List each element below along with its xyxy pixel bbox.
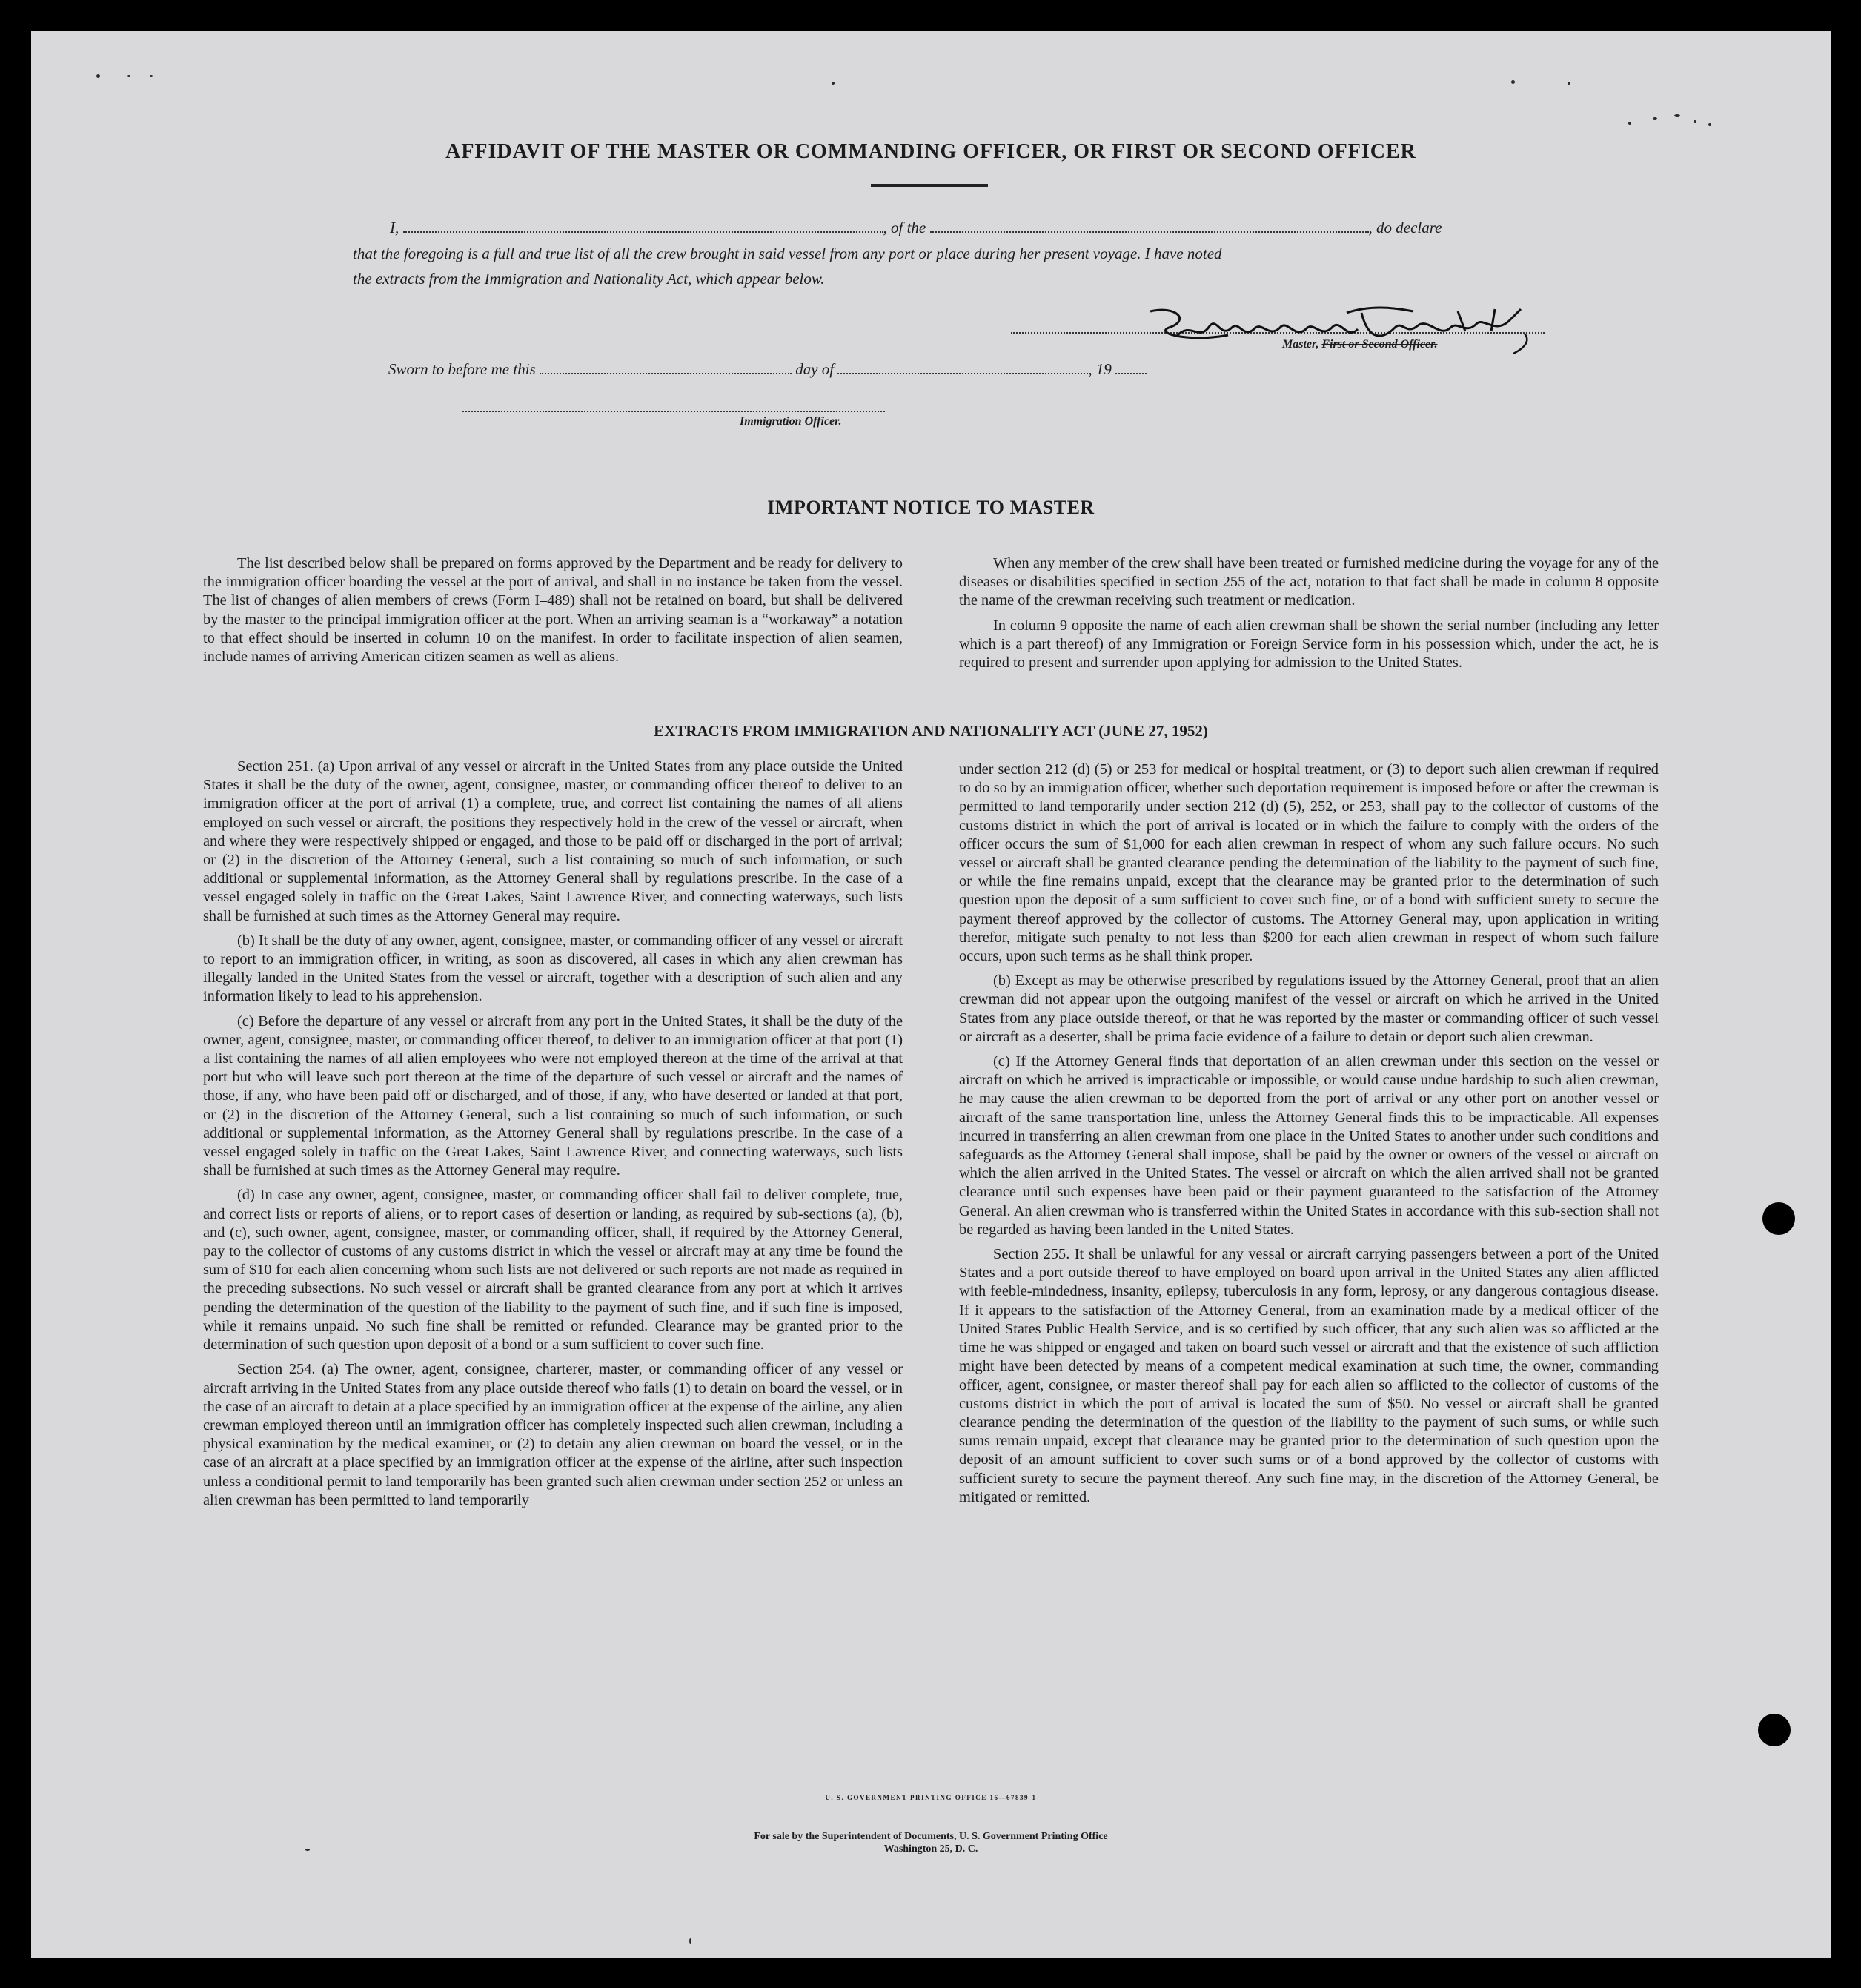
punch-hole [1758, 1714, 1791, 1746]
immigration-officer-caption: Immigration Officer. [740, 415, 842, 428]
punch-hole [1762, 1202, 1795, 1235]
scan-speck [832, 82, 835, 85]
year-label: , 19 [1088, 360, 1112, 378]
struck-officer-caption: First or Second Officer. [1321, 338, 1438, 351]
scan-speck [127, 75, 130, 77]
scan-speck [150, 75, 153, 77]
statute-paragraph: Section 254. (a) The owner, agent, consignee, charterer, master, or commanding officer of any vessel or aircraft arriving in the United States from any place outside thereof who fails (1) to detain on board the vessel, or in the case of an aircraft to detain at a place specified by an immigration officer at the expense of the airline, any alien crewman employed thereon until an immigration officer has completely inspected such alien crewman, including a physical examination by the medical examiner, or (2) to detain any alien crewman on board the vessel, or in the case of an aircraft at a place specified by an immigration officer at the expense of the airline, after such inspection unless a conditional permit to land temporarily has been granted such alien crewman under section 252 or unless an alien crewman has been permitted to land temporarily [203, 1361, 903, 1508]
sworn-month-field[interactable] [837, 372, 1088, 374]
notice-paragraph: In column 9 opposite the name of each alien crewman shall be shown the serial number (including any letter which is a part thereof) of any Immigration or Foreign Service form in his possession which, under the act, he is required to present and surrender upon applying for admission to the United States. [959, 617, 1659, 672]
handwritten-signature [1147, 298, 1547, 365]
notice-paragraph: The list described below shall be prepared on forms approved by the Department and be ready for delivery to the immigration officer boarding the vessel at the port of arrival, and shall in no instance be taken from the vessel. The list of changes of alien members of crews (Form I–489) shall not be retained on board, but shall be delivered by the master to the principal immigration officer at the port. When an arriving seaman is a “workaway” a notation to that effect should be inserted in column 10 on the manifest. In order to facilitate inspection of alien seamen, include names of arriving American citizen seamen as well as aliens. [203, 555, 903, 666]
sale-line-1: For sale by the Superintendent of Documents, U. S. Government Printing Office [754, 1831, 1108, 1842]
sale-line-2: Washington 25, D. C. [883, 1843, 978, 1855]
declaration-line [390, 219, 1442, 237]
statute-paragraph: under section 212 (d) (5) or 253 for medical or hospital treatment, or (3) to deport such alien crewman if required to do so by an immigration officer, whether such deportation requirement is imposed before or after the crewman is permitted to land temporarily under section 212 (d) (5), 252, or 253, shall pay to the collector of customs of the customs district in which the port of arrival is located or in which the failure to comply with the orders of the officer occurs the sum of $1,000 for each alien crewman in respect of whom any such failure occurs. No such vessel or aircraft shall be granted clearance pending the determination of the liability to the payment of such fine, or while the fine remains unpaid, except that the clearance may be granted prior to the determination of such question upon the deposit of a sum sufficient to cover such fine, or of a bond with sufficient surety to secure the payment thereof approved by the collector of customs. The Attorney General may, upon application in writing therefor, mitigate such penalty to not less than $200 for each alien crewman in respect of whom such failure occurs, upon such terms as he shall think proper. [959, 761, 1659, 965]
vessel-name-field[interactable] [930, 231, 1369, 233]
scan-speck [1628, 122, 1631, 125]
scan-speck [689, 1938, 691, 1944]
signature-caption [1282, 338, 1438, 351]
sworn-year-field[interactable] [1115, 372, 1147, 374]
notice-heading: IMPORTANT NOTICE TO MASTER [767, 497, 1095, 518]
gpo-imprint: U. S. GOVERNMENT PRINTING OFFICE 16—67839-1 [825, 1794, 1037, 1801]
sale-notice [31, 1830, 1831, 1855]
declarant-name-field[interactable] [403, 231, 883, 233]
immigration-officer-signature-line[interactable] [462, 410, 885, 412]
scan-speck [96, 74, 100, 78]
statute-paragraph: (c) If the Attorney General finds that deportation of an alien crewman under this section on the vessel or aircraft on which he arrived is impracticable or impossible, or would cause undue hardship to such alien crewman, he may cause the alien crewman to be deported from the port of arrival or any other port on another vessel or aircraft of the same transportation line, unless the Attorney General finds this to be impracticable. All expenses incurred in transferring an alien crewman from one place in the United States to another under such conditions and safeguards as the Attorney General shall impose, shall be paid by the owner or owners of the vessel or aircraft on which the alien arrived in the United States. The vessel or aircraft on which the alien arrived shall not be granted clearance until such expenses have been paid or their payment guaranteed to the satisfaction of the Attorney General. An alien crewman who is transferred within the United States in accordance with this sub-section shall not be regarded as having been landed in the United States. [959, 1053, 1659, 1238]
of-the-label: , of the [883, 219, 926, 236]
sworn-label: Sworn to before me this [388, 360, 536, 378]
statute-paragraph: (b) It shall be the duty of any owner, agent, consignee, master, or commanding officer of any vessel or aircraft to report to an immigration officer, in writing, as soon as discovered, all cases in which any alien crewman has illegally landed in the United States from the vessel or aircraft, together with a description of such alien and any information likely to lead to his apprehension. [203, 932, 903, 1005]
title-underline [871, 184, 988, 187]
statute-paragraph: (b) Except as may be otherwise prescribed by regulations issued by the Attorney General, proof that an alien crewman did not appear upon the outgoing manifest of the vessel or aircraft on which he arrived in the United States from any place outside thereof, or that he was reported by the master or commanding officer of such vessel or aircraft as a deserter, shall be prima facie evidence of a failure to detain or deport such alien crewman. [959, 973, 1659, 1045]
declaration-line-2: that the foregoing is a full and true list of all the crew brought in said vessel from any port or place during her present voyage. I have noted [353, 245, 1222, 262]
form-page [31, 31, 1831, 1958]
statute-paragraph: Section 255. It shall be unlawful for any vessal or aircraft carrying passengers between a port of the United States and a port outside thereof to have employed on board upon arrival in the United States any alien afflicted with feeble-mindedness, insanity, epilepsy, tuberculosis in any form, leprosy, or any dangerous contagious disease. If it appears to the satisfaction of the Attorney General, from an examination made by a medical officer of the United States Public Health Service, and is so certified by such officer, that any such alien was so afflicted at the time he was shipped or engaged and taken on board such vessel or aircraft and that the existence of such affliction might have been detected by means of a competent medical examination at such time, the owner, commanding officer, agent, consignee, or master thereof shall pay for each alien so afflicted to the collector of customs of the customs district in which the port of arrival is located the sum of $50. No vessel or aircraft shall be granted clearance pending the determination of the question of the liability to the payment of such sums, or while such sums remain unpaid, except that clearance may be granted prior to the determination of such question upon the deposit of an amount sufficient to cover such sums or of a bond approved by the collector of customs with sufficient surety to secure the payment thereof. Any such fine may, in the discretion of the Attorney General, be mitigated or remitted. [959, 1246, 1659, 1505]
statute-paragraph: (c) Before the departure of any vessel or aircraft from any port in the United States, it shall be the duty of the owner, agent, consignee, master, or commanding officer thereof, to deliver to an immigration officer at that port (1) a list containing the names of all alien employees who were not employed thereon at the time of the arrival at that port but who will leave such port thereon at the time of the departure of such vessel or aircraft and the names of those, if any, who have been paid off or discharged, and of those, if any, who have deserted or landed at that port, or (2) in the discretion of the Attorney General, such a list containing so much of such information, or such additional or supplemental information, as the Attorney General shall by regulations prescribe. In the case of a vessel engaged solely in traffic on the Great Lakes, Saint Lawrence River, and connecting waterways, such lists shall be furnished at such times as the Attorney General may require. [203, 1013, 903, 1179]
notice-right-column [959, 554, 1659, 678]
statute-paragraph: (d) In case any owner, agent, consignee, master, or commanding officer shall fail to deliver complete, true, and correct lists or reports of aliens, or to report cases of desertion or landing, as required by sub-sections (a), (b), and (c), such owner, agent, consignee, master, or commanding officer, shall, if required by the Attorney General, pay to the collector of customs of any customs district in which the vessel or aircraft may at any time be found the sum of $10 for each alien concerning whom such lists are not delivered or such reports are not made as required in the preceding subsections. No such vessel or aircraft shall be granted clearance from any port at which it arrives pending the determination of the question of the liability to the payment of such fine, and if such fine is imposed, while it remains unpaid. No such fine shall be remitted or refunded. Clearance may be granted prior to the determination of such question upon deposit of a bond or a sum sufficient to cover such fine. [203, 1187, 903, 1354]
sworn-day-field[interactable] [540, 372, 792, 374]
do-declare-label: , do declare [1368, 219, 1442, 236]
extracts-left-column [203, 758, 903, 1516]
scan-speck [1694, 120, 1696, 123]
scan-speck [1708, 123, 1711, 126]
form-title: AFFIDAVIT OF THE MASTER OR COMMANDING OFFICER, OR FIRST OR SECOND OFFICER [445, 140, 1416, 163]
statute-paragraph: Section 251. (a) Upon arrival of any vessel or aircraft in the United States from any place outside the United States it shall be the duty of the owner, agent, consignee, master, or commanding officer thereof to deliver to an immigration officer at the port of arrival (1) a complete, true, and correct list containing the names of all aliens employed on such vessel or aircraft, the positions they respectively hold in the crew of the vessel or aircraft, when and where they were respectively shipped or engaged, and those to be paid off or discharged in the port of arrival; or (2) in the discretion of the Attorney General, such a list containing so much of such information, or such additional or supplemental information, as the Attorney General shall by regulations prescribe. In the case of a vessel engaged solely in traffic on the Great Lakes, Saint Lawrence River, and connecting waterways, such lists shall be furnished at such times as the Attorney General may require. [203, 758, 903, 924]
master-caption: Master, [1282, 338, 1319, 351]
extracts-right-column [959, 761, 1659, 1513]
i-label: I, [390, 219, 399, 236]
scan-speck [1568, 82, 1570, 85]
sworn-line [388, 360, 1147, 379]
day-of-label: day of [795, 360, 835, 378]
scan-speck [1653, 117, 1657, 120]
notice-left-column [203, 554, 903, 672]
notice-paragraph: When any member of the crew shall have been treated or furnished medicine during the voyage for any of the diseases or disabilities specified in section 255 of the act, notation to that fact shall be made in column 8 opposite the name of the crewman receiving such treatment or medication. [959, 555, 1659, 609]
declaration-line-3: the extracts from the Immigration and Nationality Act, which appear below. [353, 270, 825, 288]
extracts-heading: EXTRACTS FROM IMMIGRATION AND NATIONALITY ACT (JUNE 27, 1952) [654, 722, 1208, 740]
scan-speck [1511, 80, 1515, 84]
scan-speck [1674, 114, 1680, 117]
